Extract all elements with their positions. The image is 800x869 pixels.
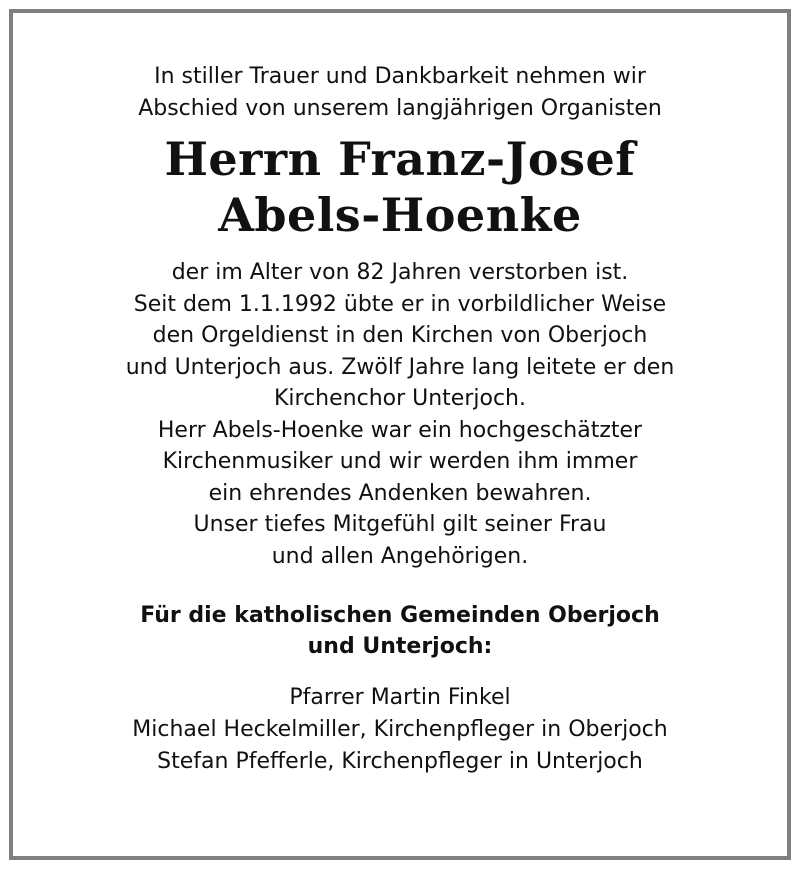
signer-name: Pfarrer Martin Finkel [289,685,511,710]
notice-content [13,61,787,778]
tribute-line: Kirchenchor Unterjoch. [273,386,526,411]
signature-heading-line: und Unterjoch: [307,634,493,659]
signers-list [13,682,787,778]
tribute-text [13,257,787,572]
signer-name: Stefan Pfefferle, Kirchenpfleger in Unterjoch [157,749,643,774]
tribute-line: ein ehrendes Andenken bewahren. [208,480,592,506]
tribute-line: den Orgeldienst in den Kirchen von Oberjoch [152,323,648,348]
signature-heading [13,600,787,662]
tribute-line: Seit dem 1.1.1992 übte er in vorbildlicher Weise [133,291,667,317]
tribute-line: der im Alter von 82 Jahren verstorben ist. [171,260,629,285]
tribute-line: Unser tiefes Mitgefühl gilt seiner Frau [193,512,607,537]
deceased-name-line: Herrn Franz-Josef [164,132,636,186]
deceased-name [13,131,787,243]
tribute-line: Kirchenmusiker und wir werden ihm immer [162,449,638,474]
tribute-line: und allen Angehörigen. [271,543,529,569]
signature-heading-line: Für die katholischen Gemeinden Oberjoch [140,603,660,628]
notice-frame [9,9,791,860]
tribute-line: und Unterjoch aus. Zwölf Jahre lang leitete er den [125,354,675,380]
deceased-name-line: Abels-Hoenke [218,188,582,242]
intro-text [13,61,787,125]
intro-line: In stiller Trauer und Dankbarkeit nehmen wir [154,64,646,89]
intro-line: Abschied von unserem langjährigen Organisten [138,96,662,121]
signer-name: Michael Heckelmiller, Kirchenpfleger in Oberjoch [132,717,668,742]
tribute-line: Herr Abels-Hoenke war ein hochgeschätzter [157,417,643,443]
